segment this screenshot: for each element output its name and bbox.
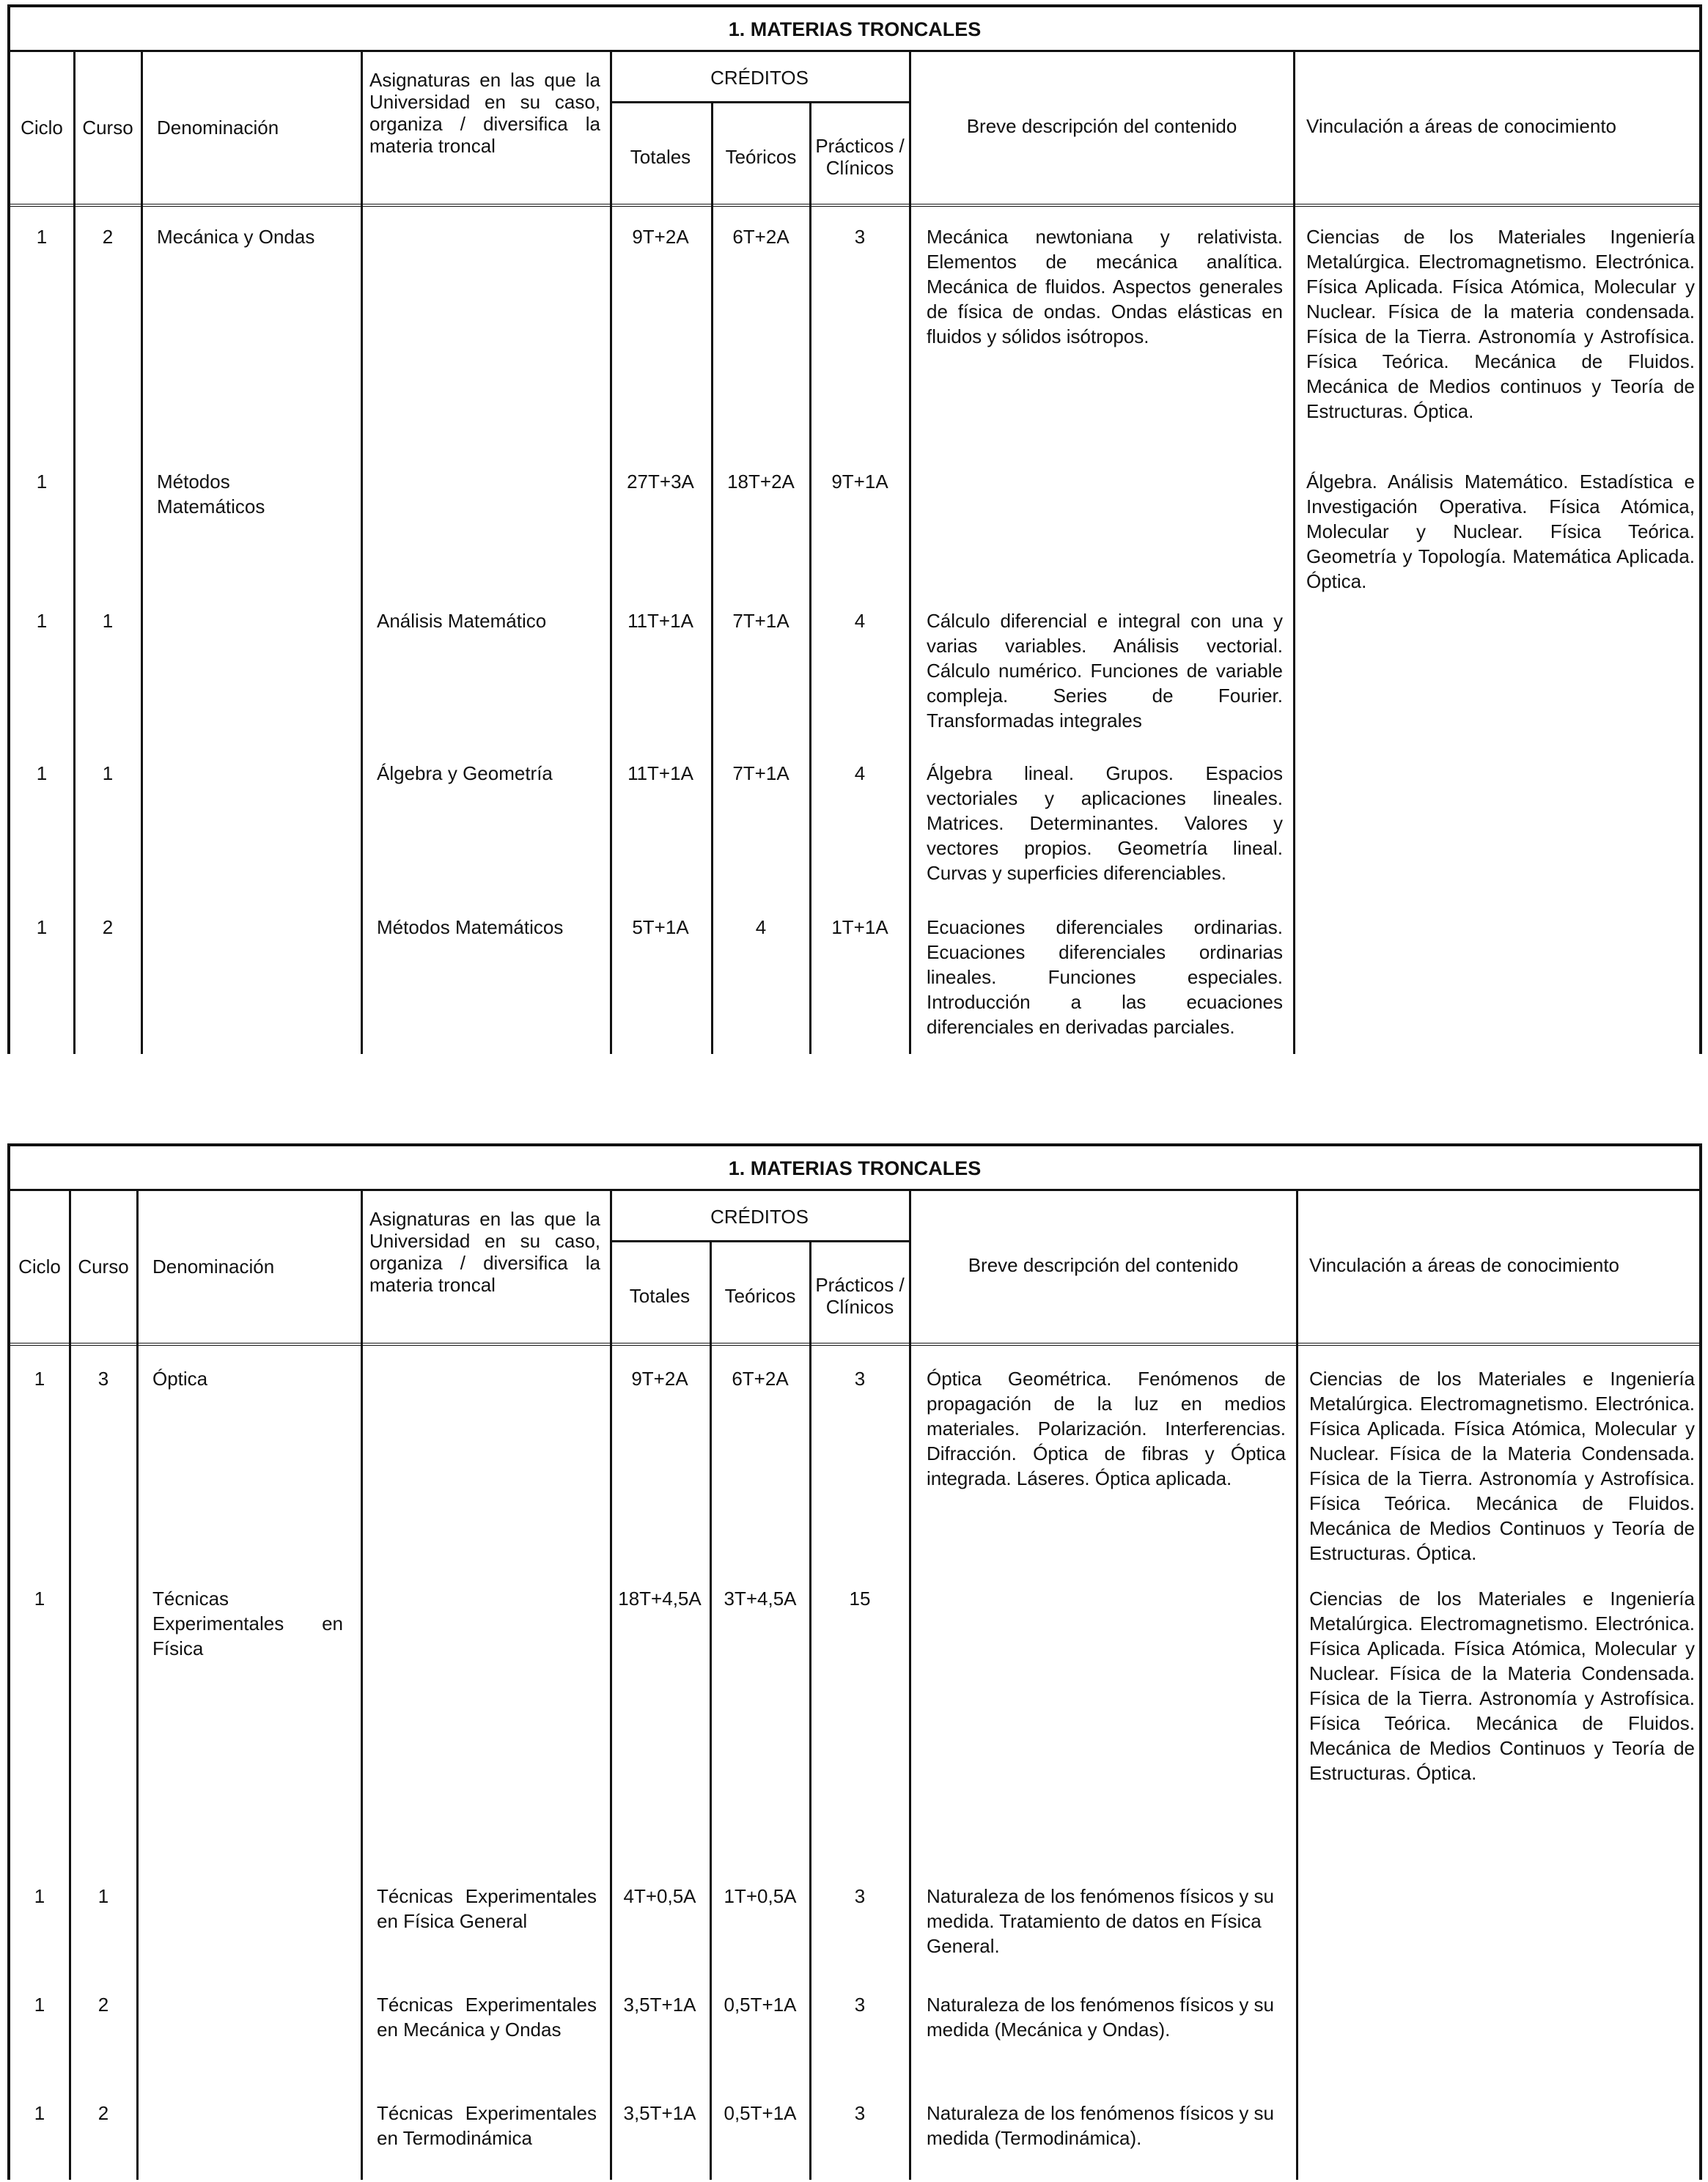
cell-totales: 9T+2A xyxy=(631,1368,688,1390)
cell-denominacion: Técnicas Experimentales en Física xyxy=(152,1588,343,1659)
creditos-divider xyxy=(610,1240,909,1242)
col-divider xyxy=(610,1189,612,2180)
col-divider xyxy=(361,1189,363,2180)
header-teoricos: Teóricos xyxy=(725,146,797,168)
cell-teoricos: 18T+2A xyxy=(727,471,795,493)
cell-descripcion: Cálculo diferencial e integral con una y varias variables. Análisis vectorial. Cálculo numérico. Funciones de variable compleja. Series de Fourier. Transformadas integrales xyxy=(927,610,1283,731)
header-totales: Totales xyxy=(629,1285,691,1307)
cell-totales: 11T+1A xyxy=(627,762,693,784)
col-divider xyxy=(141,50,143,1054)
cell-curso: 1 xyxy=(102,762,114,784)
cell-ciclo: 1 xyxy=(36,610,48,632)
header-teoricos: Teóricos xyxy=(724,1285,796,1307)
header-practicos: Prácticos / Clínicos xyxy=(815,1274,905,1318)
cell-teoricos: 6T+2A xyxy=(732,226,789,248)
header-descripcion: Breve descripción del contenido xyxy=(968,1254,1239,1276)
cell-curso: 1 xyxy=(97,1885,109,1907)
cell-asignatura: Técnicas Experimentales en Física General xyxy=(377,1885,597,1932)
header-denominacion: Denominación xyxy=(157,117,279,139)
cell-curso: 2 xyxy=(102,916,114,938)
col-divider xyxy=(909,50,911,1054)
cell-totales: 3,5T+1A xyxy=(623,2102,696,2124)
cell-teoricos: 3T+4,5A xyxy=(724,1588,797,1610)
cell-asignatura: Métodos Matemáticos xyxy=(377,916,564,938)
header-creditos: CRÉDITOS xyxy=(710,1206,809,1228)
cell-teoricos: 1T+0,5A xyxy=(724,1885,797,1907)
header-divider xyxy=(10,1343,1699,1346)
header-ciclo: Ciclo xyxy=(18,1256,61,1278)
header-vinculacion: Vinculación a áreas de conocimiento xyxy=(1309,1254,1620,1276)
header-vinculacion: Vinculación a áreas de conocimiento xyxy=(1306,115,1617,137)
cell-denominacion: Óptica xyxy=(152,1368,208,1390)
cell-asignatura: Técnicas Experimentales en Termodinámica xyxy=(377,2102,597,2149)
cell-curso: 2 xyxy=(97,2102,109,2124)
cell-practicos: 1T+1A xyxy=(831,916,888,938)
cell-ciclo: 1 xyxy=(34,2102,45,2124)
cell-teoricos: 4 xyxy=(755,916,767,938)
cell-denominacion: Métodos Matemáticos xyxy=(157,471,265,517)
cell-vinculacion: Ciencias de los Materiales e Ingeniería Metalúrgica. Electromagnetismo. Electrónica. Física Aplicada. Física Atómica, Molecular y Nuclear. Física de la Materia Condensada. Física de la Tierra. Astronomía y Astrofísica. Física Teórica. Mecánica de Fluidos. Mecánica de Medios Continuos y Teoría de Estructuras. Óptica. xyxy=(1309,1368,1695,1564)
cell-teoricos: 6T+2A xyxy=(732,1368,789,1390)
cell-curso: 1 xyxy=(102,610,114,632)
header-creditos: CRÉDITOS xyxy=(710,67,809,89)
cell-ciclo: 1 xyxy=(34,1588,45,1610)
cell-vinculacion: Ciencias de los Materiales e Ingeniería Metalúrgica. Electromagnetismo. Electrónica. Física Aplicada. Física Atómica, Molecular y Nuclear. Física de la Materia Condensada. Física de la Tierra. Astronomía y Astrofísica. Física Teórica. Mecánica de Fluidos. Mecánica de Medios Continuos y Teoría de Estructuras. Óptica. xyxy=(1309,1588,1695,1784)
cell-ciclo: 1 xyxy=(34,1885,45,1907)
cell-descripcion: Álgebra lineal. Grupos. Espacios vectoriales y aplicaciones lineales. Matrices. Determinantes. Valores y vectores propios. Geometría lineal. Curvas y superficies diferenciables. xyxy=(927,762,1283,884)
header-totales: Totales xyxy=(630,146,691,168)
col-divider xyxy=(610,50,612,1054)
cell-ciclo: 1 xyxy=(34,1994,45,2016)
cell-descripcion: Naturaleza de los fenómenos físicos y su medida. Tratamiento de datos en Física General. xyxy=(927,1885,1275,1957)
header-asignaturas: Asignaturas en las que la Universidad en su caso, organiza / diversifica la materia troncal xyxy=(369,69,600,157)
cell-descripcion: Mecánica newtoniana y relativista. Elementos de mecánica analítica. Mecánica de fluidos. Aspectos generales de física de ondas. Ondas elásticas en fluidos y sólidos isótropos. xyxy=(927,226,1283,347)
cell-practicos: 15 xyxy=(849,1588,871,1610)
cell-asignatura: Técnicas Experimentales en Mecánica y Ondas xyxy=(377,1994,597,2041)
cell-ciclo: 1 xyxy=(34,1368,45,1390)
cell-totales: 3,5T+1A xyxy=(623,1994,696,2016)
col-divider xyxy=(69,1189,71,2180)
cell-practicos: 4 xyxy=(854,762,866,784)
header-denominacion: Denominación xyxy=(152,1256,275,1278)
cell-teoricos: 0,5T+1A xyxy=(724,2102,797,2124)
cell-curso: 2 xyxy=(102,226,114,248)
header-practicos: Prácticos / Clínicos xyxy=(815,135,905,179)
col-divider xyxy=(1296,1189,1298,2180)
header-curso: Curso xyxy=(82,117,133,139)
cell-curso: 2 xyxy=(97,1994,109,2016)
table-title: 1. MATERIAS TRONCALES xyxy=(10,7,1699,52)
col-divider xyxy=(361,50,363,1054)
cell-practicos: 3 xyxy=(854,1994,866,2016)
header-asignaturas: Asignaturas en las que la Universidad en su caso, organiza / diversifica la materia troncal xyxy=(369,1208,600,1296)
cell-totales: 5T+1A xyxy=(632,916,689,938)
cell-practicos: 3 xyxy=(854,226,866,248)
cell-vinculacion: Ciencias de los Materiales Ingeniería Metalúrgica. Electromagnetismo. Electrónica. Física Aplicada. Física Atómica, Molecular y Nuclear. Física de la materia condensada. Física de la Tierra. Astronomía y Astrofísica. Física Teórica. Mecánica de Fluidos. Mecánica de Medios continuos y Teoría de Estructuras. Óptica. xyxy=(1306,226,1695,422)
cell-descripcion: Naturaleza de los fenómenos físicos y su medida (Mecánica y Ondas). xyxy=(927,1994,1275,2041)
header-divider xyxy=(10,204,1699,207)
col-divider xyxy=(136,1189,139,2180)
cell-teoricos: 7T+1A xyxy=(732,762,789,784)
cell-teoricos: 0,5T+1A xyxy=(724,1994,797,2016)
cell-asignatura: Álgebra y Geometría xyxy=(377,762,553,784)
cell-denominacion: Mecánica y Ondas xyxy=(157,226,315,248)
cell-totales: 27T+3A xyxy=(627,471,694,493)
cell-ciclo: 1 xyxy=(36,916,48,938)
cell-practicos: 3 xyxy=(854,2102,866,2124)
header-ciclo: Ciclo xyxy=(21,117,63,139)
cell-descripcion: Óptica Geométrica. Fenómenos de propagación de la luz en medios materiales. Polarización. Interferencias. Difracción. Óptica de fibras y Óptica integrada. Láseres. Óptica aplicada. xyxy=(927,1368,1286,1489)
col-divider xyxy=(909,1189,911,2180)
cell-totales: 18T+4,5A xyxy=(618,1588,702,1610)
cell-practicos: 9T+1A xyxy=(831,471,888,493)
cell-ciclo: 1 xyxy=(36,226,48,248)
cell-asignatura: Análisis Matemático xyxy=(377,610,547,632)
materias-troncales-table-1 xyxy=(7,4,1702,1054)
creditos-divider xyxy=(610,101,909,103)
cell-ciclo: 1 xyxy=(36,762,48,784)
col-divider xyxy=(1293,50,1295,1054)
cell-teoricos: 7T+1A xyxy=(732,610,789,632)
header-descripcion: Breve descripción del contenido xyxy=(966,115,1237,137)
materias-troncales-table-2 xyxy=(7,1143,1702,2180)
table-title: 1. MATERIAS TRONCALES xyxy=(10,1146,1699,1191)
cell-descripcion: Naturaleza de los fenómenos físicos y su medida (Termodinámica). xyxy=(927,2102,1275,2149)
header-curso: Curso xyxy=(78,1256,129,1278)
cell-practicos: 3 xyxy=(854,1368,866,1390)
cell-totales: 11T+1A xyxy=(627,610,693,632)
cell-descripcion: Ecuaciones diferenciales ordinarias. Ecuaciones diferenciales ordinarias lineales. Funciones especiales. Introducción a las ecuaciones diferenciales en derivadas parciales. xyxy=(927,916,1283,1038)
cell-vinculacion: Álgebra. Análisis Matemático. Estadística e Investigación Operativa. Física Atómica, Molecular y Nuclear. Física Teórica. Geometría y Topología. Matemática Aplicada. Óptica. xyxy=(1306,471,1695,592)
cell-practicos: 3 xyxy=(854,1885,866,1907)
cell-practicos: 4 xyxy=(854,610,866,632)
col-divider xyxy=(73,50,76,1054)
cell-curso: 3 xyxy=(97,1368,109,1390)
cell-totales: 4T+0,5A xyxy=(623,1885,696,1907)
cell-totales: 9T+2A xyxy=(632,226,689,248)
cell-ciclo: 1 xyxy=(36,471,48,493)
